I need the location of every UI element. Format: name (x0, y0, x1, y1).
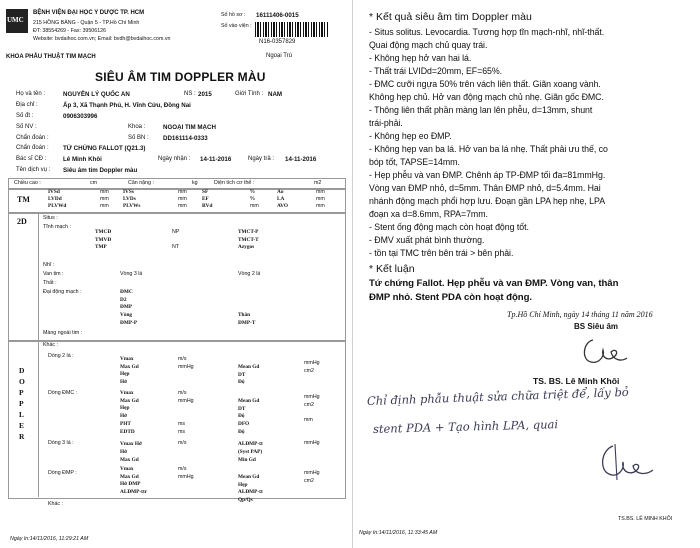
print-footer-right: Ngày In:14/11/2016, 11:33:45 AM (359, 530, 438, 536)
tm-col4-units: mm mm mm (316, 189, 325, 210)
situs-label: Situs : (43, 215, 58, 221)
conclusion-heading: * Kết luận (369, 263, 415, 275)
dob-label: NS : (184, 91, 196, 97)
tm-col2-units: mm mm mm (178, 189, 187, 210)
admission-number-label: Số vào viện : (221, 23, 252, 29)
result-line: - Không hẹp hở van hai lá. (369, 53, 472, 63)
result-line: Không hẹp chủ. Hở van động mạch chủ nhẹ. Giãn gốc ĐMC. (369, 92, 604, 102)
diagnosis-label: Chẩn đoán : (16, 135, 49, 141)
result-line: Vòng van ĐMP nhỏ, d=5mm. Thân ĐMP nhỏ, d=5.4mm. Hai (369, 183, 601, 193)
mitral-flow-right-units: mmHg cm2 (304, 360, 320, 374)
veins-items-right: TMCT-P TMCT-T Azygos (238, 229, 259, 250)
other-label: Khác : (43, 342, 59, 348)
dob: 2015 (198, 91, 212, 98)
result-line: nhánh động mạch phổi hợp lưu. Đoạn gần LPA hẹp nhẹ, LPA (369, 196, 606, 206)
result-line: - tồn tại TMC trên bên trái > bên phải. (369, 248, 514, 258)
diagnosis-value: TỨ CHỨNG FALLOT (Q21.3) (63, 145, 146, 152)
mitral-flow-right: Mean Gd DT Độ (238, 364, 260, 385)
patient-number-label: Số BN : (128, 135, 149, 141)
mitral-flow-label: Dòng 2 lá : (48, 353, 74, 359)
result-line: - Thất trái LVIDd=20mm, EF=65%. (369, 66, 503, 76)
weight-label: Cân nặng : (128, 180, 154, 186)
gender-label: Giới Tính : (235, 91, 264, 97)
veins-values: NP NT (172, 229, 180, 250)
dept-label: Khoa : (128, 124, 146, 130)
diagnosis-label-2: Chẩn đoán : (16, 145, 49, 151)
aortic-flow-items: Vmax Max Gd Hẹp Hở PHT EDTD (120, 390, 139, 435)
conclusion-line: ĐMP nhỏ. Stent PDA còn hoạt động. (369, 292, 533, 303)
tm-col3-units: % % mm (250, 189, 259, 210)
phone: 0906303996 (63, 113, 98, 120)
result-line: đoạn xa d=8.6mm, RPA=7mm. (369, 209, 488, 219)
mitral-ring: Vòng 2 lá (238, 271, 261, 277)
hospital-logo (6, 9, 28, 33)
file-number-label: Số hồ sơ : (221, 12, 246, 18)
address-label: Địa chỉ : (16, 102, 38, 108)
ventricle-label: Thất : (43, 280, 57, 286)
tm-col2: IVSs LVDs PLVWs (123, 189, 141, 210)
veins-label: Tĩnh mạch : (43, 224, 71, 230)
doppler-vertical-label: DOPPLER (19, 366, 25, 441)
signer-name: TS. BS. Lê Minh Khôi (533, 376, 620, 386)
great-arteries-items-right: Thân ĐMP-T (238, 312, 256, 326)
hospital-name: BỆNH VIỆN ĐẠI HỌC Y DƯỢC TP. HCM (33, 10, 145, 16)
result-line: trái-phải. (369, 118, 403, 128)
result-line: - Không hẹp van ba lá. Hở van ba lá nhẹ. Thất phải ưu thế, co (369, 144, 608, 154)
aortic-flow-label: Dòng ĐMC : (48, 390, 78, 396)
results-page (352, 0, 700, 548)
height-label: Chiều cao : (14, 180, 41, 186)
pulmonary-flow-items: Vmax Max Gd Hở ĐMP ALĐMP-ttr (120, 466, 148, 496)
tm-col3: SF EF RVd (202, 189, 213, 210)
barcode-number: N16-0357829 (259, 39, 296, 45)
bottom-signer-name: TS.BS. LÊ MINH KHÔI (618, 516, 673, 522)
name-label: Họ và tên : (16, 91, 46, 97)
referring-doctor: Lê Minh Khôi (63, 156, 102, 163)
tm-label: TM (17, 195, 30, 204)
tricuspid-flow-right-units: mmHg (304, 440, 320, 446)
mitral-flow-units: m/s mmHg (178, 356, 194, 370)
pericardium-label: Màng ngoài tim : (43, 330, 83, 336)
result-line: bóp tốt, TAPSE=14mm. (369, 157, 460, 167)
pulmonary-flow-units: m/s mmHg (178, 466, 194, 480)
tricuspid-flow-label: Dòng 3 lá : (48, 440, 74, 446)
tricuspid-flow-right: ALĐMP-tt (Syst PAP) Min Gd (238, 441, 263, 463)
barcode (255, 22, 329, 37)
aortic-flow-units: m/s mmHg ms ms (178, 390, 194, 435)
service-label: Tên dịch vụ : (16, 167, 51, 173)
signing-date: Tp.Hồ Chí Minh, ngày 14 tháng 11 năm 2016 (507, 310, 653, 319)
outpatient-label: Ngoại Trú (266, 53, 293, 59)
patient-number: DD161114-0333 (163, 135, 208, 142)
nv-label: Số NV : (16, 124, 37, 130)
received-date: 14-11-2016 (200, 156, 232, 163)
signature-2 (591, 440, 661, 490)
aortic-flow-right: Mean Gd DT Độ DFO Độ (238, 398, 260, 435)
height-unit: cm (90, 180, 98, 186)
great-arteries-items: ĐMC D2 ĐMP Vòng ĐMP-P (120, 289, 138, 326)
veins-items: TMCĐ TMVĐ TMP (95, 229, 112, 250)
department-name: KHOA PHẪU THUẬT TIM MẠCH (6, 54, 96, 60)
weight-unit: kg (192, 180, 198, 186)
received-date-label: Ngày nhận : (158, 156, 191, 162)
return-date-label: Ngày trả : (248, 156, 275, 162)
gender: NAM (268, 91, 283, 98)
tm-col1: IVSd LVDd PLVWd (48, 189, 67, 210)
patient-name: NGUYỄN LÝ QUỐC AN (63, 91, 130, 98)
tricuspid-ring: Vòng 3 lá (120, 271, 143, 277)
hospital-phone: ĐT: 38554269 - Fax: 39506126 (33, 28, 107, 34)
results-heading: * Kết quả siêu âm tim Doppler màu (369, 11, 532, 23)
result-line: - Situs solitus. Levocardia. Tương hợp tĩn mạch-nhĩ, nhĩ-thất. (369, 27, 605, 37)
hospital-web: Website: bvdaihoc.com.vn; Email: bvdh@bvdaihoc.com.vn (33, 36, 171, 42)
tricuspid-flow-units: m/s (178, 440, 187, 446)
result-line: - Không hẹp eo ĐMP. (369, 131, 452, 141)
tm-col1-units: mm mm mm (100, 189, 109, 210)
service: Siêu âm tim Doppler màu (63, 167, 138, 174)
two-d-label: 2D (17, 217, 27, 226)
hospital-address: 215 HỒNG BÀNG - Quận 5 - TP.Hồ Chí Minh (33, 20, 140, 26)
file-number: 16111406-0015 (256, 12, 299, 19)
pulmonary-flow-right-units: mmHg cm2 (304, 470, 320, 484)
return-date: 14-11-2016 (285, 156, 317, 163)
print-footer-left: Ngày In:14/11/2016, 11:29:21 AM (10, 536, 89, 542)
signature-1 (575, 332, 635, 372)
bsa-unit: m2 (314, 180, 322, 186)
result-line: - Hẹp phễu và van ĐMP. Chênh áp TP-ĐMP tối đa=81mmHg. (369, 170, 606, 180)
great-arteries-label: Đại động mạch : (43, 289, 82, 295)
handwritten-note-line-2: stent PDA + Tạo hình LPA, quai (372, 417, 559, 436)
signer-role: BS Siêu âm (574, 322, 619, 331)
result-line: - Thông liên thất phần màng lan lên phễu, d=13mm, shunt (369, 105, 593, 115)
dept: NGOẠI TIM MẠCH (163, 124, 216, 131)
address: Ấp 3, Xã Thạnh Phú, H. Vĩnh Cửu, Đồng Nai (63, 102, 191, 109)
logo-text: UMC (7, 16, 24, 24)
tm-col4: Ao LA AVO (277, 189, 288, 210)
tricuspid-flow-items: Vmax Hở Hở Max Gd (120, 441, 142, 463)
result-line: - Stent ống động mạch còn hoạt động tốt. (369, 222, 529, 232)
other-label-2: Khác : (48, 501, 64, 507)
bsa-label: Diện tích cơ thể : (214, 180, 255, 186)
result-line: Quai động mạch chủ quay trái. (369, 40, 488, 50)
conclusion-line: Tứ chứng Fallot. Hẹp phễu và van ĐMP. Vòng van, thân (369, 278, 619, 289)
valves-label: Van tim : (43, 271, 64, 277)
aortic-flow-right-units: mmHg cm2 mm (304, 394, 320, 424)
result-line: - ĐMV xuất phát bình thường. (369, 235, 485, 245)
form-title: SIÊU ÂM TIM DOPPLER MÀU (95, 70, 266, 84)
phone-label: Số đt : (16, 113, 34, 119)
atrium-label: Nhĩ : (43, 262, 55, 268)
result-line: - ĐMC cưỡi ngựa 50% trên vách liên thất. Giãn xoang vành. (369, 79, 601, 89)
mitral-flow-items: Vmax Max Gd Hẹp Hở (120, 356, 139, 385)
pulmonary-flow-right: Mean Gd Hẹp ALĐMP-tt Qp/Qs (238, 474, 263, 504)
handwritten-note-line-1: Chỉ định phẫu thuật sửa chữa triệt để, lấy bỏ (366, 384, 629, 408)
referring-doctor-label: Bác sĩ CĐ : (16, 156, 47, 162)
pulmonary-flow-label: Dòng ĐMP : (48, 470, 77, 476)
